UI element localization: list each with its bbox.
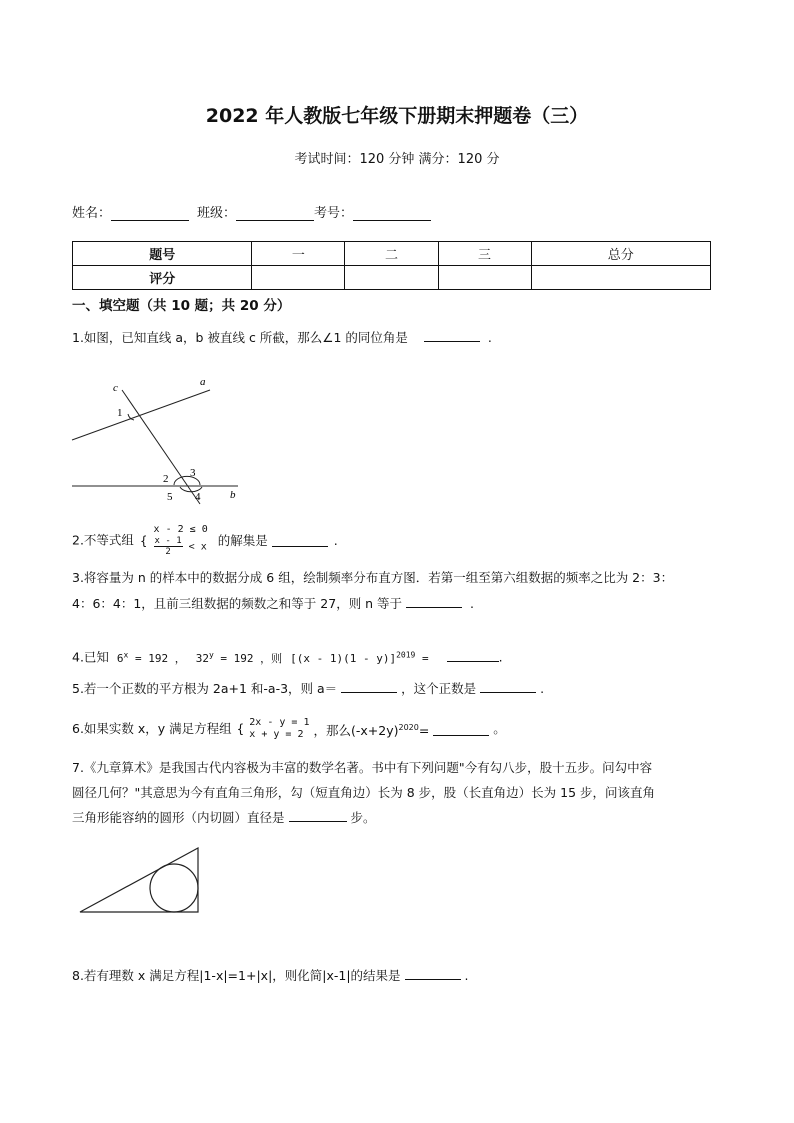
score-cell[interactable] (345, 266, 438, 290)
class-label: 班级： (197, 206, 237, 221)
label-angle-3: 3 (190, 467, 196, 479)
fraction (154, 536, 183, 557)
name-label: 姓名： (72, 206, 112, 221)
fraction-numerator: x - 1 (154, 536, 182, 546)
score-table-score-row (73, 266, 711, 290)
inscribed-circle (150, 864, 198, 912)
figure-lines-transversal (60, 372, 260, 512)
score-table-header-row (73, 242, 711, 266)
section-heading: 一、填空题（共 10 题；共 20 分） (72, 298, 291, 314)
question-4-end: . (498, 649, 503, 665)
question-7-line-3 (72, 808, 376, 828)
expression-body: [(x - 1)(1 - y)] (290, 651, 397, 665)
question-7-blank[interactable] (289, 809, 347, 822)
question-5-prefix: 5.若一个正数的平方根为 2a+1 和-a-3，则 a＝ (72, 681, 338, 696)
question-1-end: . (487, 330, 492, 345)
label-b: b (230, 489, 236, 501)
question-6: 6.如果实数 x，y 满足方程组 { 2x - y = 1 x + y = 2 ，那么$(-x+2y)^{2020}=$ 。 (72, 717, 506, 740)
question-6-mid (313, 723, 429, 738)
question-6-prefix: 6.如果实数 x，y 满足方程组 (72, 721, 232, 736)
question-5-mid: ，这个正数是 (401, 681, 477, 696)
system-equation-2: x + y = 2 (249, 729, 304, 740)
right-triangle (80, 848, 198, 912)
question-3-line-1: 3.将容量为 n 的样本中的数据分成 6 组，绘制频率分布直方图．若第一组至第六组数据的频率之比为 2：3： (72, 570, 674, 585)
label-a: a (200, 376, 206, 388)
expression-exponent: 2019 (396, 650, 416, 659)
name-blank[interactable] (111, 206, 189, 221)
eq1-exponent: x (123, 650, 129, 659)
eq2-base: 32 (195, 651, 209, 665)
inequality-1: x - 2 ≤ 0 (153, 524, 208, 535)
question-5-blank-2[interactable] (480, 680, 536, 693)
inequality-system (154, 524, 208, 557)
header-cell: 三 (438, 242, 531, 266)
question-3-end: . (470, 596, 475, 611)
question-5-blank-1[interactable] (341, 680, 397, 693)
question-2: 2.不等式组 { x - 2 ≤ 0 $\frac{x - 1}{2}$ < x 的解集是 . (72, 524, 338, 557)
question-8 (72, 966, 469, 986)
student-info (72, 202, 431, 221)
question-1-blank[interactable] (424, 329, 480, 342)
header-cell: 二 (345, 242, 438, 266)
question-1 (72, 328, 492, 348)
score-cell[interactable] (438, 266, 531, 290)
question-7-line-2: 圆径几何？"其意思为今有直角三角形，勾（短直角边）长为 8 步，股（长直角边）长为 15 步，问该直角 (72, 785, 656, 800)
label-angle-4: 4 (195, 491, 201, 503)
equation-system (249, 717, 309, 741)
header-cell: 题号 (73, 242, 252, 266)
equation-2 (196, 652, 282, 665)
eq1-base: 6 (116, 651, 124, 665)
question-4-prefix: 4.已知 (72, 649, 109, 665)
header-cell: 总分 (531, 242, 710, 266)
question-7-text: 三角形能容纳的圆形（内切圆）直径是 (72, 810, 285, 825)
question-8-blank[interactable] (405, 967, 461, 980)
question-7-line-1: 7.《九章算术》是我国古代内容极为丰富的数学名著。书中有下列问题"今有勾八步，股十五步。问勾中容 (72, 760, 653, 775)
eq2-rest: = 192 ，则 (213, 651, 283, 665)
expression-equals: = (415, 651, 429, 665)
question-5-end: . (540, 681, 545, 696)
question-4 (72, 645, 503, 669)
question-2-end: . (333, 532, 338, 548)
question-2-prefix: 2.不等式组 (72, 532, 134, 548)
score-table (72, 241, 711, 290)
exam-meta: 考试时间：120 分钟 满分：120 分 (294, 152, 500, 167)
question-8-text: 8.若有理数 x 满足方程|1-x|=1+|x|，则化简|x-1|的结果是 (72, 968, 401, 983)
exam-number-blank[interactable] (353, 206, 431, 221)
class-blank[interactable] (236, 206, 314, 221)
question-6-blank[interactable] (433, 723, 489, 736)
question-3-text: 4：6：4：1，且前三组数据的频数之和等于 27，则 n 等于 (72, 596, 403, 611)
question-6-expression: ，那么(-x+2y) (313, 722, 399, 738)
question-4-blank[interactable] (447, 649, 499, 662)
system-equation-1: 2x - y = 1 (249, 717, 310, 728)
line-a (72, 390, 210, 440)
fraction-denominator: 2 (165, 547, 171, 557)
label-angle-1: 1 (117, 407, 123, 419)
eq1-rest: = 192 ， (128, 651, 186, 665)
question-8-end: . (464, 968, 469, 983)
row-label: 评分 (73, 266, 252, 290)
question-7-end: 步。 (350, 810, 376, 825)
label-angle-2: 2 (163, 473, 169, 485)
inequality-2-rest: < x (188, 541, 207, 553)
question-3-line-2 (72, 594, 474, 614)
score-cell[interactable] (252, 266, 345, 290)
question-6-exponent: 2020 (398, 722, 419, 732)
question-6-end: 。 (493, 721, 506, 736)
question-2-suffix: 的解集是 (217, 532, 268, 548)
line-c (122, 390, 200, 504)
angle-arc-top (174, 476, 200, 485)
equation-1 (117, 652, 186, 665)
score-cell[interactable] (531, 266, 710, 290)
figure-right-triangle-incircle (78, 846, 202, 916)
expression (290, 652, 428, 665)
label-angle-5: 5 (167, 491, 173, 503)
question-3-blank[interactable] (406, 595, 462, 608)
question-1-text: 1.如图，已知直线 a，b 被直线 c 所截，那么∠1 的同位角是 (72, 330, 408, 345)
page-title: 2022 年人教版七年级下册期末押题卷（三） (205, 105, 589, 127)
label-c: c (113, 382, 118, 394)
question-5 (72, 679, 544, 699)
exam-number-label: 考号： (314, 206, 354, 221)
question-2-blank[interactable] (272, 534, 328, 547)
eq2-exponent: y (208, 650, 214, 659)
question-6-equals: = (418, 722, 430, 738)
header-cell: 一 (252, 242, 345, 266)
